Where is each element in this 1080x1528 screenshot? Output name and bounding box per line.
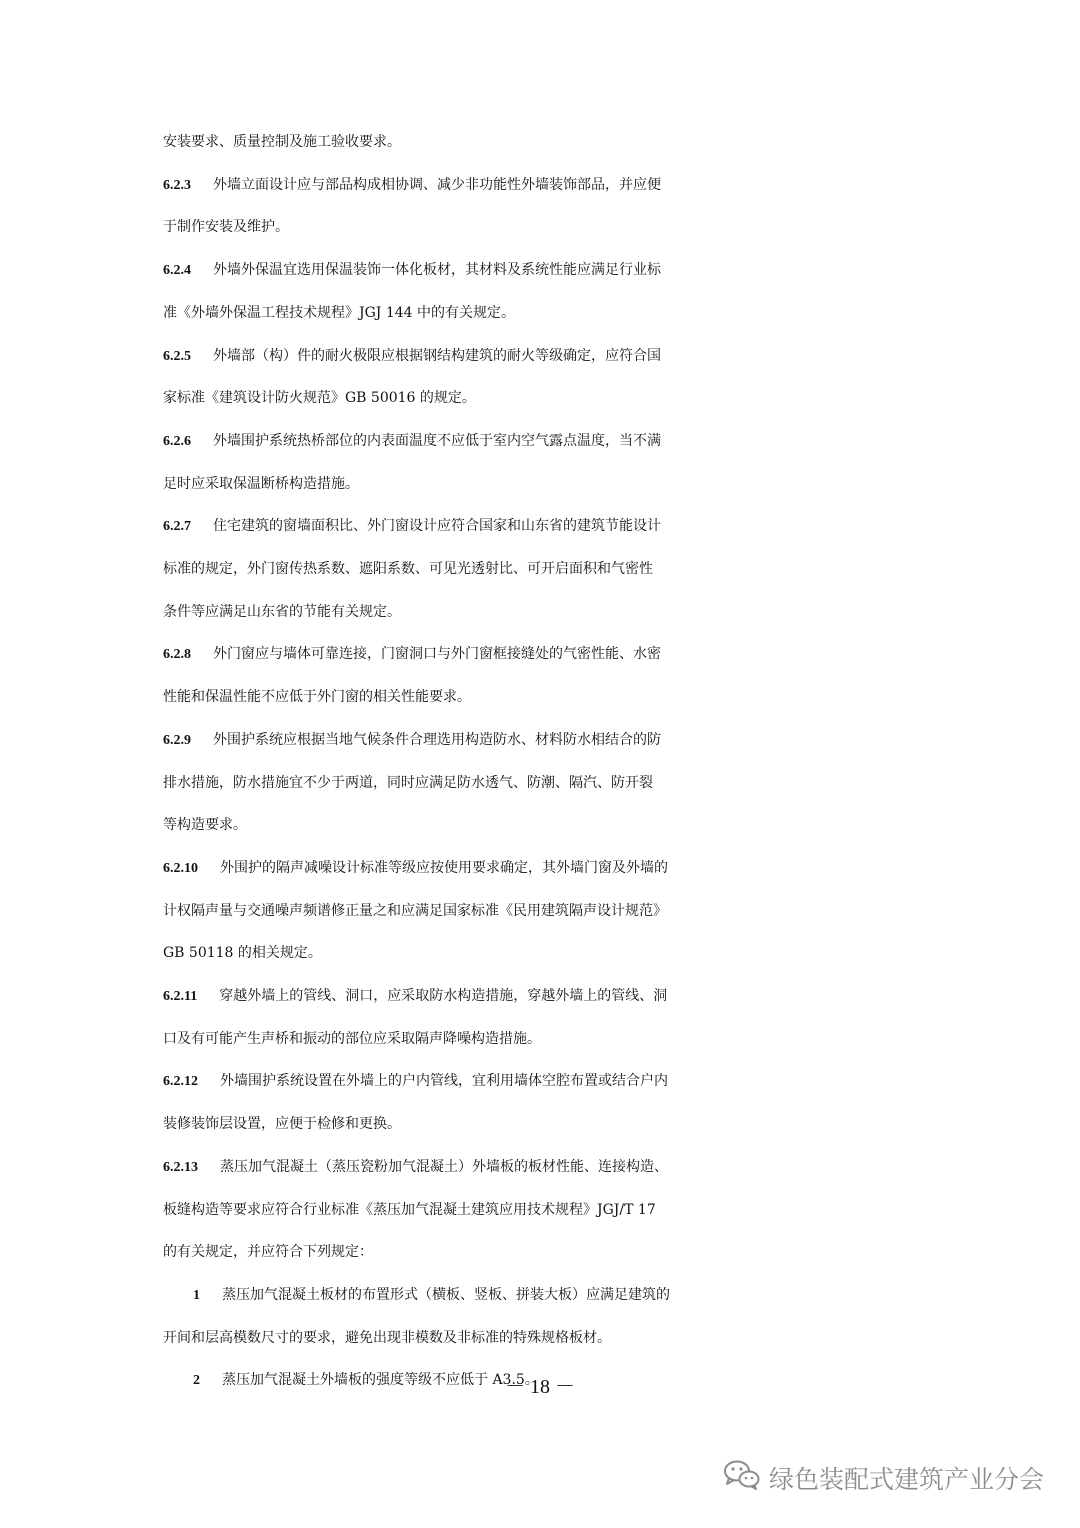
clause-line (163, 248, 963, 292)
text-line (163, 1102, 963, 1146)
clause-number: 6.2.7 (163, 519, 191, 535)
text-line (163, 547, 963, 591)
text-line (163, 376, 963, 420)
text-line (163, 462, 963, 506)
line-text: 蒸压加气混凝土板材的布置形式（横板、竖板、拼装大板）应满足建筑的 (222, 1286, 670, 1303)
text-line (163, 1188, 963, 1232)
line-text: 外墙立面设计应与部品构成相协调、减少非功能性外墙装饰部品，并应便 (213, 176, 661, 193)
line-text: 外门窗应与墙体可靠连接，门窗洞口与外门窗框接缝处的气密性能、水密 (213, 646, 661, 663)
text-line (163, 590, 963, 634)
clause-line (163, 163, 963, 207)
line-text: 条件等应满足山东省的节能有关规定。 (163, 603, 401, 620)
wechat-icon (723, 1459, 761, 1497)
text-line (163, 931, 963, 975)
clause-number: 6.2.8 (163, 647, 191, 663)
text-line (163, 1316, 963, 1360)
line-text: 外围护系统应根据当地气候条件合理选用构造防水、材料防水相结合的防 (213, 731, 661, 748)
text-line (163, 889, 963, 933)
clause-line (163, 504, 963, 548)
clause-line (163, 419, 963, 463)
clause-line (163, 632, 963, 676)
line-text: 足时应采取保温断桥构造措施。 (163, 475, 359, 492)
line-text: 标准的规定，外门窗传热系数、遮阳系数、可见光透射比、可开启面积和气密性 (163, 561, 653, 577)
line-text: 蒸压加气混凝土（蒸压瓷粉加气混凝土）外墙板的板材性能、连接构造、 (220, 1158, 668, 1175)
clause-number: 6.2.5 (163, 348, 191, 364)
clause-number: 6.2.6 (163, 433, 191, 449)
text-line (163, 803, 963, 847)
line-text: 外墙围护系统设置在外墙上的户内管线，宜利用墙体空腔布置或结合户内 (220, 1073, 668, 1090)
line-text: 计权隔声量与交通噪声频谱修正量之和应满足国家标准《民用建筑隔声设计规范》 (163, 902, 667, 919)
line-text: 等构造要求。 (163, 817, 247, 834)
line-text: 穿越外墙上的管线、洞口，应采取防水构造措施，穿越外墙上的管线、洞 (219, 988, 668, 1004)
clause-line (163, 718, 963, 762)
clause-number: 1 (193, 1287, 200, 1303)
clause-number: 2 (193, 1373, 200, 1389)
line-text: 安装要求、质量控制及施工验收要求。 (163, 134, 401, 150)
clause-number: 6.2.12 (163, 1074, 198, 1090)
line-text: 准《外墙外保温工程技术规程》JGJ 144 中的有关规定。 (163, 304, 516, 321)
clause-number: 6.2.13 (163, 1159, 198, 1175)
line-text: 装修装饰层设置，应便于检修和更换。 (163, 1116, 401, 1133)
page-number: － 18 － (505, 1376, 575, 1398)
line-text: 开间和层高模数尺寸的要求，避免出现非模数及非标准的特殊规格板材。 (163, 1329, 611, 1346)
clause-number: 6.2.3 (163, 177, 191, 193)
line-text: 口及有可能产生声桥和振动的部位应采取隔声降噪构造措施。 (163, 1030, 541, 1047)
clause-line (163, 846, 963, 890)
line-text: 外围护的隔声减噪设计标准等级应按使用要求确定，其外墙门窗及外墙的 (220, 859, 668, 876)
line-text: 外墙围护系统热桥部位的内表面温度不应低于室内空气露点温度，当不满 (213, 432, 661, 449)
line-text: 家标准《建筑设计防火规范》GB 50016 的规定。 (163, 390, 476, 407)
text-line (163, 675, 963, 719)
clause-line (163, 1145, 963, 1189)
watermark-text: 绿色装配式建筑产业分会 (768, 1465, 1044, 1494)
clause-line (163, 334, 963, 378)
text-line (163, 205, 963, 249)
line-text: 外墙外保温宜选用保温装饰一体化板材，其材料及系统性能应满足行业标 (213, 262, 661, 279)
clause-number: 6.2.9 (163, 732, 191, 748)
text-line (163, 1230, 963, 1274)
clause-number: 6.2.10 (163, 860, 198, 876)
text-line (163, 291, 963, 335)
text-line (163, 1017, 963, 1061)
line-text: 外墙部（构）件的耐火极限应根据钢结构建筑的耐火等级确定，应符合国 (213, 347, 661, 364)
line-text: 住宅建筑的窗墙面积比、外门窗设计应符合国家和山东省的建筑节能设计 (213, 518, 661, 535)
line-text: 排水措施，防水措施宜不少于两道，同时应满足防水透气、防潮、隔汽、防开裂 (163, 774, 653, 791)
line-text: GB 50118 的相关规定。 (163, 945, 322, 962)
clause-line (193, 1273, 993, 1317)
clause-number: 6.2.4 (163, 263, 191, 279)
line-text: 于制作安装及维护。 (163, 219, 289, 236)
clause-line (163, 1059, 963, 1103)
line-text: 蒸压加气混凝土外墙板的强度等级不应低于 A3.5。 (222, 1372, 539, 1389)
text-line (163, 120, 963, 164)
line-text: 板缝构造等要求应符合行业标准《蒸压加气混凝土建筑应用技术规程》JGJ/T 17 (163, 1201, 656, 1218)
line-text: 的有关规定，并应符合下列规定： (163, 1244, 373, 1261)
clause-number: 6.2.11 (163, 989, 198, 1004)
text-line (163, 761, 963, 805)
watermark (723, 1458, 1044, 1498)
line-text: 性能和保温性能不应低于外门窗的相关性能要求。 (163, 689, 471, 706)
clause-line (163, 974, 963, 1018)
